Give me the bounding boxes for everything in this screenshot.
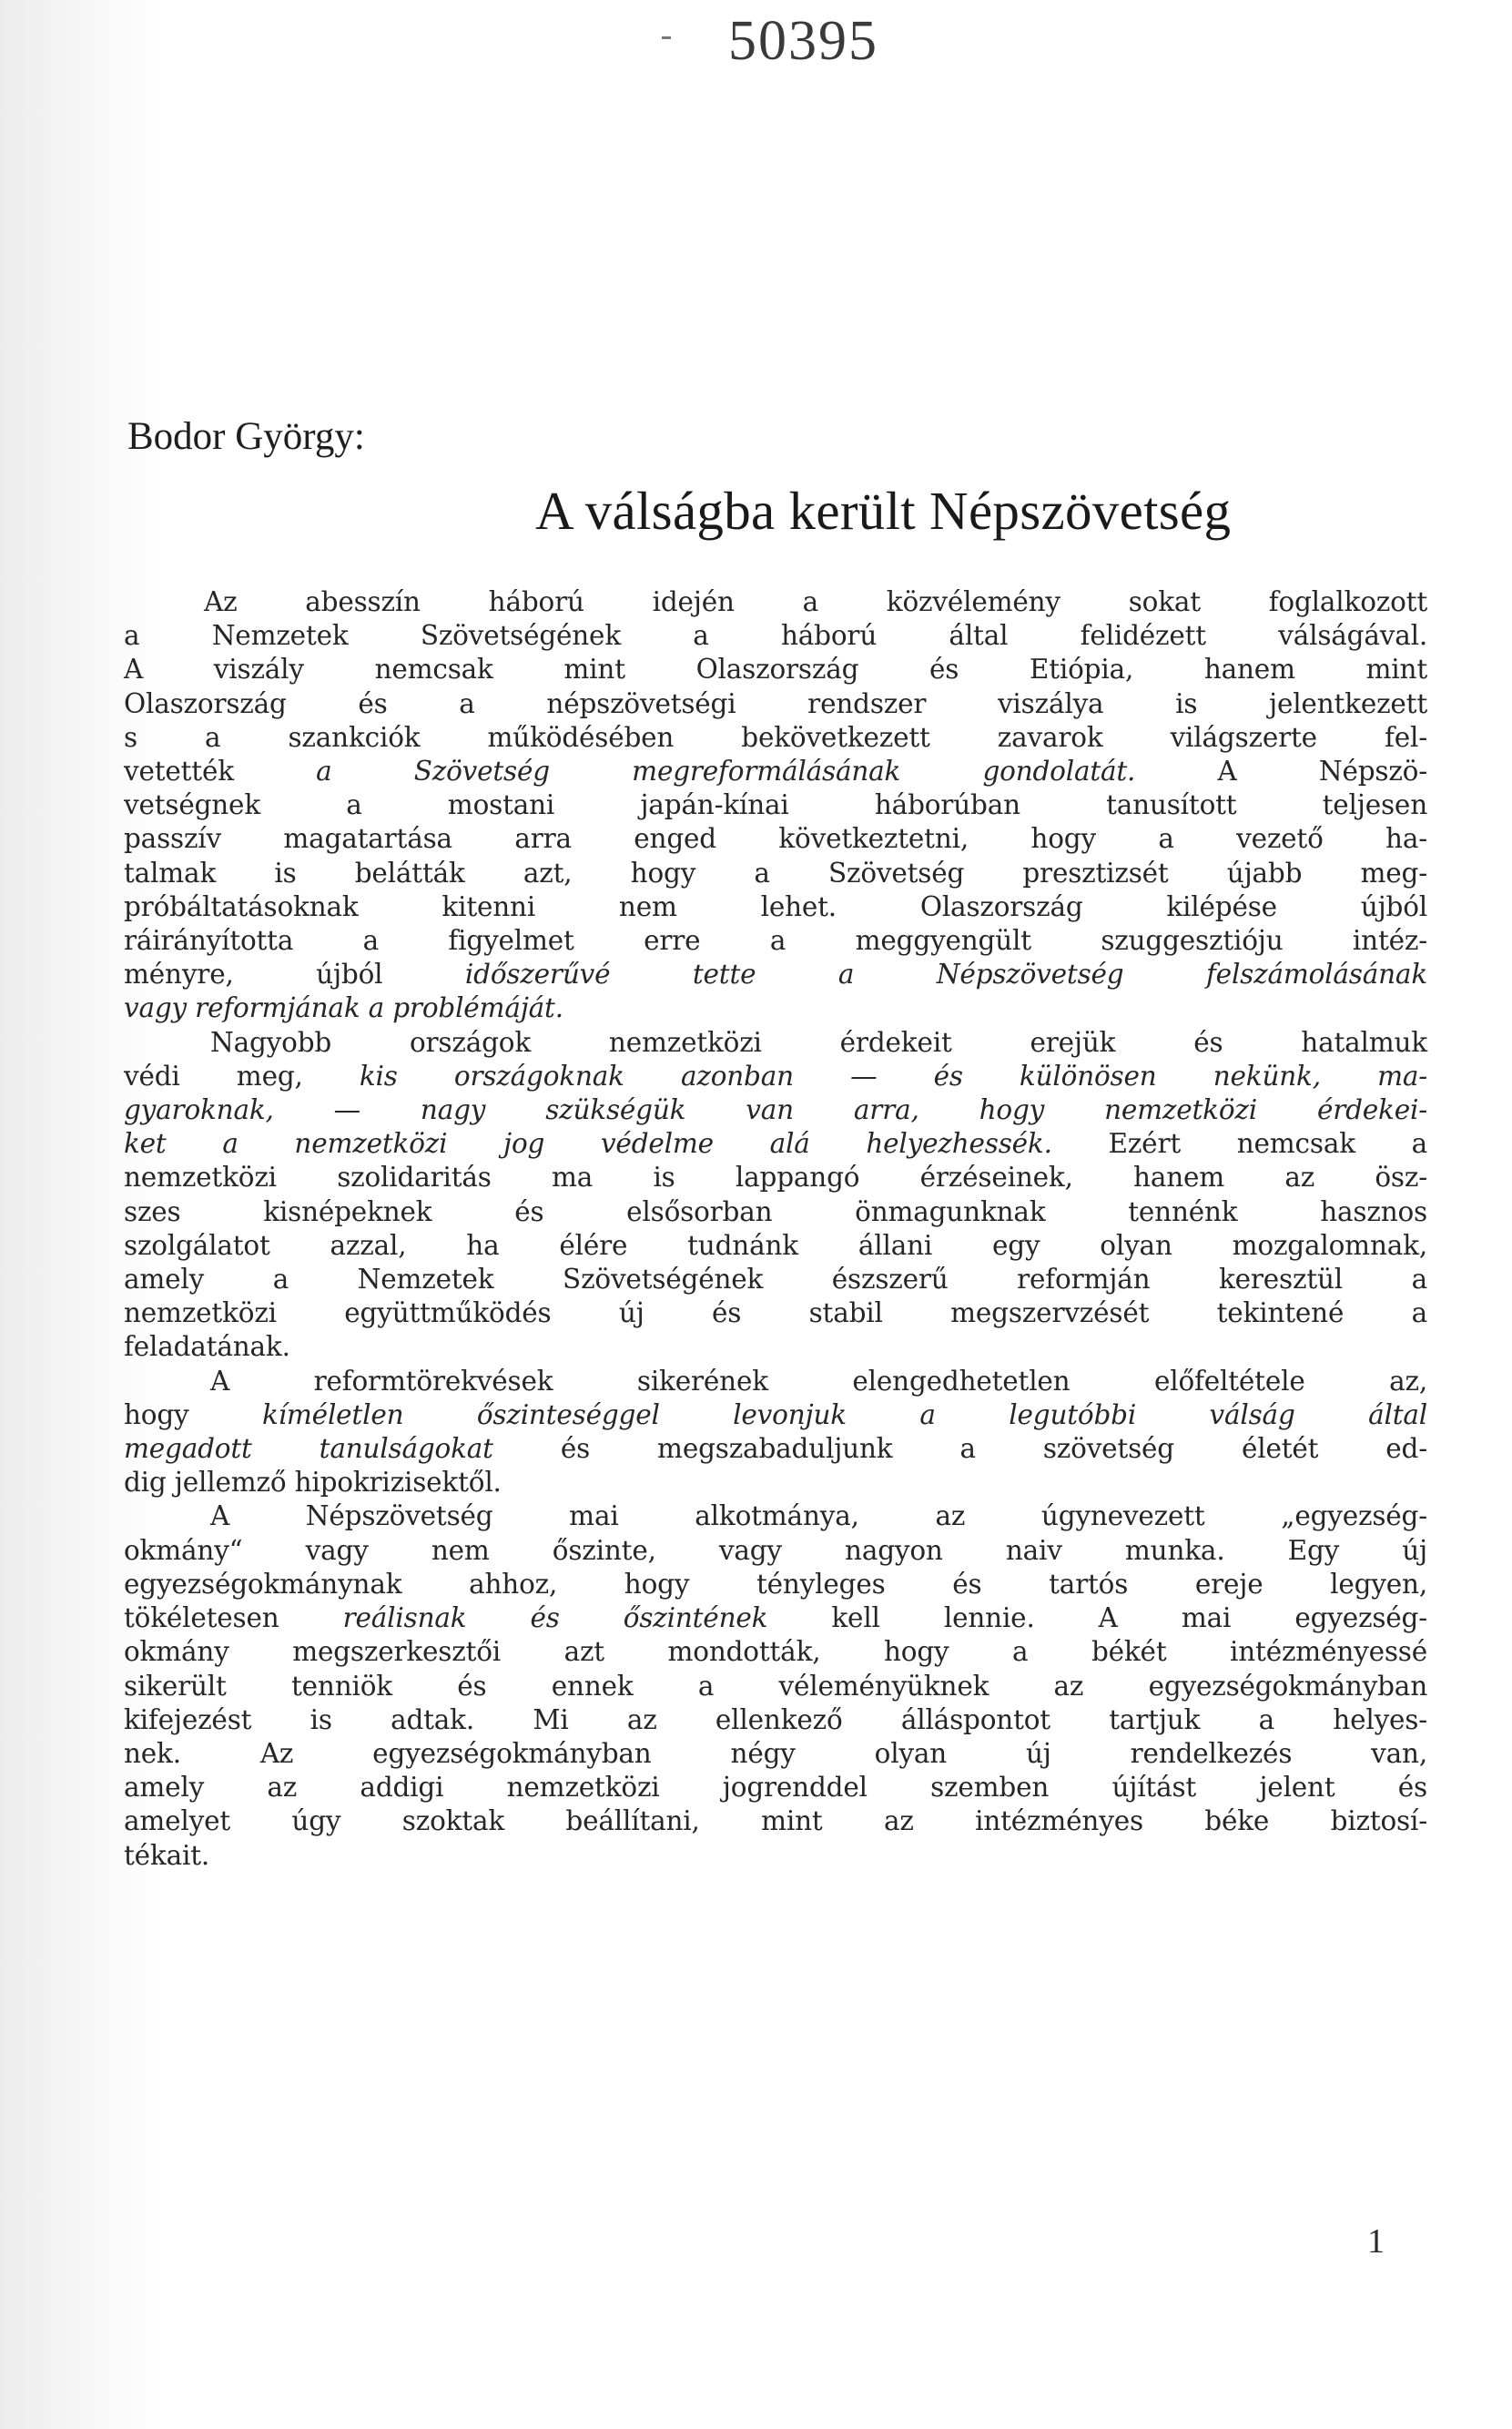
text-run: nemzetközi együttműködés új és stabil megszervzését tekintené a <box>124 1297 1427 1329</box>
text-run: talmak is belátták azt, hogy a Szövetség presztizsét újabb meg- <box>124 857 1427 889</box>
text-line <box>124 1060 1427 1093</box>
text-run: Az abesszín háború idején a közvélemény sokat foglalkozott <box>204 586 1427 617</box>
text-line <box>124 755 1427 788</box>
archive-number: 50395 <box>728 10 878 72</box>
text-line <box>124 1365 1427 1398</box>
text-run: a Nemzetek Szövetségének a háború által felidézett válságával. <box>124 620 1427 652</box>
paragraph <box>124 1026 1427 1365</box>
italic-text: kis országoknak azonban — és különösen nekünk, ma- <box>359 1060 1428 1092</box>
text-line <box>124 1568 1427 1601</box>
text-line <box>124 1534 1427 1568</box>
text-run: vetették <box>124 756 317 788</box>
text-run: és megszabaduljunk a szövetség életét ed- <box>492 1433 1428 1465</box>
text-run: kifejezést is adtak. Mi az ellenkező álláspontot tartjuk a helyes- <box>124 1703 1427 1735</box>
text-line <box>124 619 1427 653</box>
paragraph <box>124 585 1427 1026</box>
italic-text: kíméletlen őszinteséggel levonjuk a legutóbbi válság által <box>262 1398 1428 1430</box>
text-line <box>124 1296 1427 1330</box>
text-line <box>124 1804 1427 1838</box>
text-line <box>124 1026 1427 1060</box>
archive-dash-mark <box>662 36 671 39</box>
text-line <box>124 1398 1427 1432</box>
text-line <box>124 1161 1427 1194</box>
text-line <box>124 585 1427 619</box>
text-line <box>124 1839 1427 1873</box>
italic-text: reálisnak és őszintének <box>342 1602 768 1634</box>
text-line <box>124 1195 1427 1229</box>
text-run: feladatának. <box>124 1331 290 1363</box>
text-line <box>124 1771 1427 1804</box>
text-line <box>124 991 1427 1025</box>
italic-text: időszerűvé tette a Népszövetség felszámolásának <box>464 959 1427 991</box>
paragraph <box>124 1365 1427 1500</box>
text-line <box>124 1499 1427 1533</box>
italic-text: gyaroknak, — nagy szükségük van arra, hogy nemzetközi érdekei- <box>124 1094 1427 1126</box>
text-run: szes kisnépeknek és elsősorban önmagunknak tennénk hasznos <box>124 1195 1427 1227</box>
text-run: próbáltatásoknak kitenni nem lehet. Olaszország kilépése újból <box>124 890 1427 922</box>
text-line <box>124 857 1427 890</box>
paragraph <box>124 1499 1427 1872</box>
text-run: A Népszö- <box>1135 756 1427 788</box>
text-line <box>124 788 1427 822</box>
text-line <box>124 1229 1427 1263</box>
text-run: okmány megszerkesztői azt mondották, hogy a békét intézményessé <box>124 1636 1427 1668</box>
italic-text: ket a nemzetközi jog védelme alá helyezhessék. <box>124 1128 1052 1160</box>
text-run: A Népszövetség mai alkotmánya, az úgynevezett „egyezség- <box>210 1500 1427 1532</box>
italic-text: megadott tanulságokat <box>124 1433 493 1465</box>
italic-text: vagy reformjának a problémáját. <box>124 992 563 1024</box>
text-run: Nagyobb országok nemzetközi érdekeit erejük és hatalmuk <box>210 1026 1427 1058</box>
article-body <box>124 585 1427 1873</box>
author-name: Bodor György: <box>127 415 365 458</box>
text-run: nemzetközi szolidaritás ma is lappangó érzéseinek, hanem az ösz- <box>124 1162 1427 1194</box>
text-run: A viszály nemcsak mint Olaszország és Etiópia, hanem mint <box>124 654 1427 686</box>
text-line <box>124 1601 1427 1635</box>
text-line <box>124 1127 1427 1161</box>
text-line <box>124 1703 1427 1737</box>
text-run: ráirányította a figyelmet erre a meggyengült szuggesztióju intéz- <box>124 925 1427 957</box>
text-run: nek. Az egyezségokmányban négy olyan új rendelkezés van, <box>124 1737 1427 1769</box>
text-line <box>124 1466 1427 1499</box>
text-run: tékait. <box>124 1839 210 1871</box>
text-line <box>124 653 1427 686</box>
text-run: vetségnek a mostani japán-kínai háborúban tanusított teljesen <box>124 789 1427 821</box>
text-run: okmány“ vagy nem őszinte, vagy nagyon naiv munka. Egy új <box>124 1534 1427 1566</box>
text-run: Olaszország és a népszövetségi rendszer viszálya is jelentkezett <box>124 687 1427 719</box>
text-run: egyezségokmánynak ahhoz, hogy tényleges és tartós ereje legyen, <box>124 1568 1427 1600</box>
text-line <box>124 1432 1427 1466</box>
text-run: dig jellemző hipokrizisektől. <box>124 1467 502 1499</box>
text-run: sikerült tenniök és ennek a véleményüknek az egyezségokmányban <box>124 1670 1427 1702</box>
text-run: ményre, újból <box>124 959 465 991</box>
text-run: szolgálatot azzal, ha élére tudnánk állani egy olyan mozgalomnak, <box>124 1229 1427 1261</box>
text-run: tökéletesen <box>124 1602 343 1634</box>
text-line <box>124 890 1427 924</box>
text-line <box>124 1670 1427 1703</box>
text-run: hogy <box>124 1398 262 1430</box>
text-line <box>124 924 1427 958</box>
article-title: A válságba került Népszövetség <box>535 481 1232 541</box>
text-line <box>124 1330 1427 1364</box>
italic-text: a Szövetség megreformálásának gondolatát. <box>316 756 1136 788</box>
text-line <box>124 1635 1427 1669</box>
page-number: 1 <box>1367 2222 1385 2261</box>
text-line <box>124 958 1427 991</box>
text-run: védi meg, <box>124 1060 360 1092</box>
text-line <box>124 1737 1427 1771</box>
text-run: s a szankciók működésében bekövetkezett zavarok világszerte fel- <box>124 721 1427 753</box>
text-line <box>124 1093 1427 1127</box>
text-run: Ezért nemcsak a <box>1051 1128 1427 1160</box>
text-line <box>124 687 1427 721</box>
text-line <box>124 721 1427 755</box>
text-run: kell lennie. A mai egyezség- <box>767 1602 1427 1634</box>
text-run: A reformtörekvések sikerének elengedhetetlen előfeltétele az, <box>210 1365 1427 1397</box>
text-run: amely a Nemzetek Szövetségének észszerű reformján keresztül a <box>124 1264 1427 1296</box>
text-run: amely az addigi nemzetközi jogrenddel szemben újítást jelent és <box>124 1772 1427 1804</box>
text-line <box>124 1263 1427 1296</box>
text-run: amelyet úgy szoktak beállítani, mint az intézményes béke biztosí- <box>124 1805 1427 1837</box>
text-run: passzív magatartása arra enged következtetni, hogy a vezető ha- <box>124 823 1427 855</box>
text-line <box>124 822 1427 856</box>
